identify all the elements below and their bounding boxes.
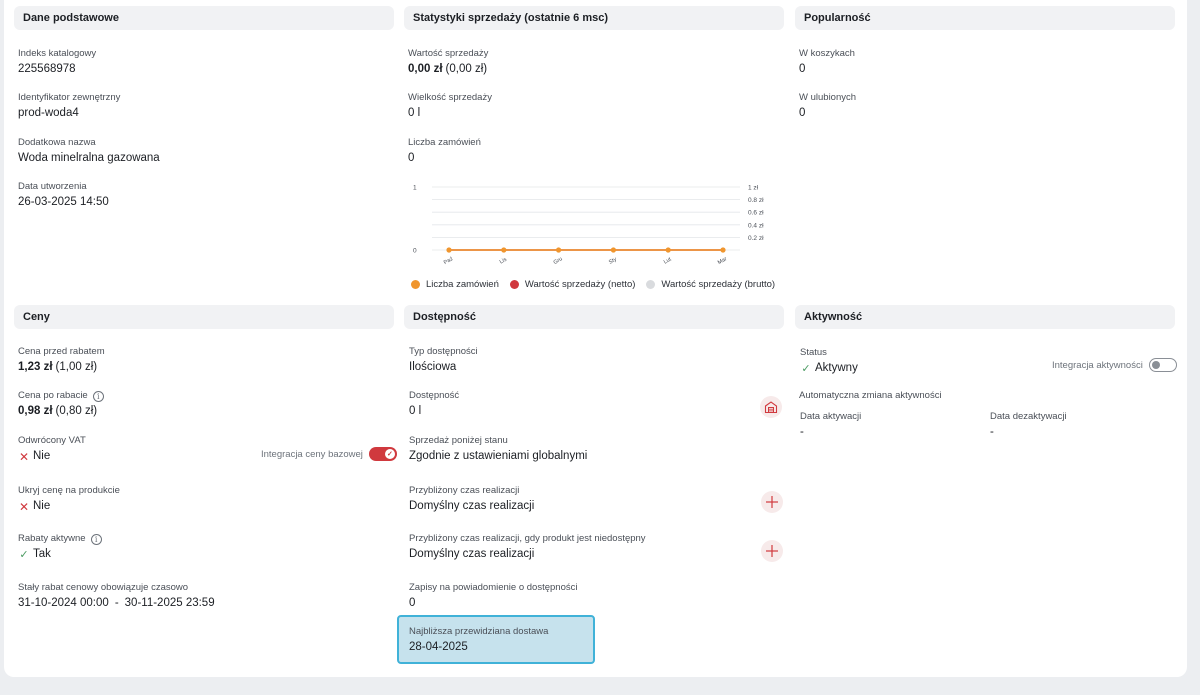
- data-point: [446, 247, 451, 252]
- legend-item-gross[interactable]: [646, 279, 775, 290]
- field-discounts-active: [18, 533, 102, 562]
- field-label: Najbliższa przewidziana dostawa: [409, 626, 549, 637]
- field-label: Dodatkowa nazwa: [18, 137, 96, 148]
- field-hide-price: [18, 485, 120, 514]
- field-label: Ukryj cenę na produkcie: [18, 485, 120, 496]
- check-icon: ✓: [385, 449, 395, 459]
- field-label: Data aktywacji: [800, 411, 862, 422]
- field-value: [18, 499, 120, 514]
- field-lead-time-unavailable: [409, 533, 646, 562]
- data-point: [501, 247, 506, 252]
- x-tick-label: Sty: [607, 256, 618, 266]
- field-value: 28-04-2025: [409, 641, 468, 653]
- field-label: Dostępność: [409, 390, 460, 401]
- x-tick-label: Lis: [498, 256, 508, 266]
- label-text: Rabaty aktywne: [18, 533, 86, 544]
- y-right-tick-label: 0.6 zł: [748, 209, 764, 217]
- field-value: 0: [799, 63, 806, 75]
- section-header-popularity: Popularność: [795, 6, 1175, 30]
- field-deactivation-date: [990, 411, 1067, 440]
- y-right-tick-label: 0.4 zł: [748, 222, 764, 230]
- field-activation-date: [800, 411, 861, 440]
- field-fixed-discount: [18, 582, 215, 611]
- y-right-tick-label: 0.2 zł: [748, 234, 764, 242]
- field-value: [18, 404, 104, 419]
- field-value: [18, 547, 102, 562]
- field-catalog-index: [18, 48, 96, 77]
- toggle-label: Integracja aktywności: [1052, 359, 1143, 371]
- legend-label: Wartość sprzedaży (brutto): [661, 279, 776, 290]
- price-gross: 0,98 zł: [18, 405, 53, 417]
- check-icon: ✓: [801, 362, 811, 375]
- field-label: Sprzedaż poniżej stanu: [409, 435, 508, 446]
- field-value: [18, 360, 105, 375]
- activity-integration: [1052, 358, 1177, 372]
- field-created-date: [18, 181, 109, 210]
- activity-integration-toggle[interactable]: [1149, 358, 1177, 372]
- field-value: -: [990, 426, 994, 438]
- value-text: Nie: [33, 500, 51, 512]
- field-price-before-discount: [18, 346, 105, 375]
- y-left-tick-label: 1: [413, 184, 417, 192]
- x-tick-label: Paź: [442, 256, 455, 267]
- field-label: Data dezaktywacji: [990, 411, 1067, 422]
- field-label: Przybliżony czas realizacji: [409, 485, 520, 496]
- x-tick-label: Mar: [716, 256, 729, 267]
- plus-icon: [765, 544, 779, 558]
- section-header-stats: Statystyki sprzedaży (ostatnie 6 msc): [404, 6, 784, 30]
- value-text: Aktywny: [815, 362, 858, 374]
- field-label: Indeks katalogowy: [18, 48, 97, 59]
- legend-item-net[interactable]: [510, 279, 636, 290]
- section-header-prices: Ceny: [14, 305, 394, 329]
- field-value: [18, 596, 215, 611]
- field-status: [800, 347, 858, 376]
- data-point: [720, 247, 725, 252]
- auto-activity-change: [799, 390, 942, 402]
- plus-icon: [765, 495, 779, 509]
- field-value: 0: [799, 107, 806, 119]
- x-tick-label: Gru: [552, 256, 564, 267]
- info-icon[interactable]: i: [93, 391, 104, 402]
- field-value: [408, 62, 488, 77]
- field-value: Domyślny czas realizacji: [409, 548, 535, 560]
- base-price-integration: [261, 447, 397, 461]
- field-value: Ilościowa: [409, 361, 457, 373]
- cross-icon: ✕: [18, 499, 30, 514]
- warehouse-button[interactable]: [760, 396, 782, 418]
- subsection-label: Automatyczna zmiana aktywności: [799, 390, 942, 401]
- label-text: Cena po rabacie: [18, 390, 88, 401]
- field-sales-volume: [408, 92, 492, 121]
- field-value: 26-03-2025 14:50: [18, 196, 109, 208]
- field-value: Zgodnie z ustawieniami globalnymi: [409, 450, 588, 462]
- field-sales-value: [408, 48, 488, 77]
- field-value: 225568978: [18, 63, 76, 75]
- legend-dot-red: [510, 280, 519, 289]
- data-point: [556, 247, 561, 252]
- price-net: (0,80 zł): [55, 405, 98, 417]
- nearest-delivery-box[interactable]: [397, 615, 595, 664]
- field-stock-notifications: [409, 582, 577, 611]
- field-availability-type: [409, 346, 478, 375]
- field-value: [800, 361, 858, 376]
- add-lead-time-unavailable-button[interactable]: [761, 540, 783, 562]
- field-price-after-discount: [18, 390, 104, 419]
- x-tick-label: Lut: [662, 256, 673, 266]
- field-value: 0: [408, 152, 415, 164]
- field-additional-name: [18, 137, 160, 166]
- field-value: Woda minelralna gazowana: [18, 152, 160, 164]
- field-label: Odwrócony VAT: [18, 435, 86, 446]
- field-value: 0 l: [409, 405, 422, 417]
- sales-value-net: (0,00 zł): [445, 63, 488, 75]
- field-order-count: [408, 137, 481, 166]
- field-label: Przybliżony czas realizacji, gdy produkt jest niedostępny: [409, 533, 646, 544]
- field-label: Typ dostępności: [409, 346, 478, 357]
- y-left-tick-label: 0: [413, 247, 417, 255]
- sales-chart: [404, 178, 784, 270]
- chart-legend: [411, 279, 775, 290]
- section-header-basic: Dane podstawowe: [14, 6, 394, 30]
- discount-to: 30-11-2025 23:59: [124, 597, 215, 609]
- field-value: [18, 449, 86, 464]
- check-icon: ✓: [19, 548, 29, 561]
- field-sell-below-stock: [409, 435, 587, 464]
- y-right-tick-label: 0.8 zł: [748, 197, 764, 205]
- field-label: Stały rabat cenowy obowiązuje czasowo: [18, 582, 189, 593]
- info-icon[interactable]: i: [91, 534, 102, 545]
- y-right-tick-label: 1 zł: [748, 184, 759, 192]
- legend-label: Liczba zamówień: [426, 279, 499, 290]
- field-label: Status: [800, 347, 827, 358]
- field-value: prod-woda4: [18, 107, 79, 119]
- sales-value-gross: 0,00 zł: [408, 63, 443, 75]
- field-label: Identyfikator zewnętrzny: [18, 92, 121, 103]
- field-label: Wielkość sprzedaży: [408, 92, 492, 103]
- field-value: -: [800, 426, 804, 438]
- section-header-availability: Dostępność: [404, 305, 784, 329]
- legend-label: Wartość sprzedaży (netto): [524, 279, 636, 290]
- value-text: Tak: [33, 548, 51, 560]
- field-label: W koszykach: [799, 48, 855, 59]
- field-label: Data utworzenia: [18, 181, 87, 192]
- discount-separator: -: [114, 597, 119, 609]
- field-value: 0: [409, 597, 416, 609]
- field-label: Zapisy na powiadomienie o dostępności: [409, 582, 578, 593]
- data-point: [666, 247, 671, 252]
- data-point: [611, 247, 616, 252]
- toggle-label: Integracja ceny bazowej: [261, 448, 363, 460]
- product-details-card: [4, 0, 1187, 677]
- legend-item-orders[interactable]: [411, 279, 499, 290]
- price-gross: 1,23 zł: [18, 361, 53, 373]
- field-external-id: [18, 92, 120, 121]
- legend-dot-orange: [411, 280, 420, 289]
- field-label: Wartość sprzedaży: [408, 48, 489, 59]
- field-value: Domyślny czas realizacji: [409, 500, 535, 512]
- field-reverse-vat: [18, 435, 86, 464]
- base-price-integration-toggle[interactable]: [369, 447, 397, 461]
- field-label: [18, 533, 102, 545]
- cross-icon: ✕: [18, 449, 30, 464]
- field-label: W ulubionych: [799, 92, 857, 103]
- value-text: Nie: [33, 450, 51, 462]
- discount-from: 31-10-2024 00:00: [18, 597, 109, 609]
- field-in-carts: [799, 48, 855, 77]
- section-header-activity: Aktywność: [795, 305, 1175, 329]
- add-lead-time-button[interactable]: [761, 491, 783, 513]
- field-lead-time: [409, 485, 534, 514]
- field-label: Liczba zamówień: [408, 137, 481, 148]
- field-availability: [409, 390, 459, 419]
- legend-dot-gray: [646, 280, 655, 289]
- warehouse-icon: [764, 400, 778, 414]
- field-in-favourites: [799, 92, 856, 121]
- toggle-knob: [1152, 361, 1160, 369]
- field-label: Cena przed rabatem: [18, 346, 105, 357]
- field-label: [18, 390, 104, 402]
- field-value: 0 l: [408, 107, 421, 119]
- price-net: (1,00 zł): [55, 361, 98, 373]
